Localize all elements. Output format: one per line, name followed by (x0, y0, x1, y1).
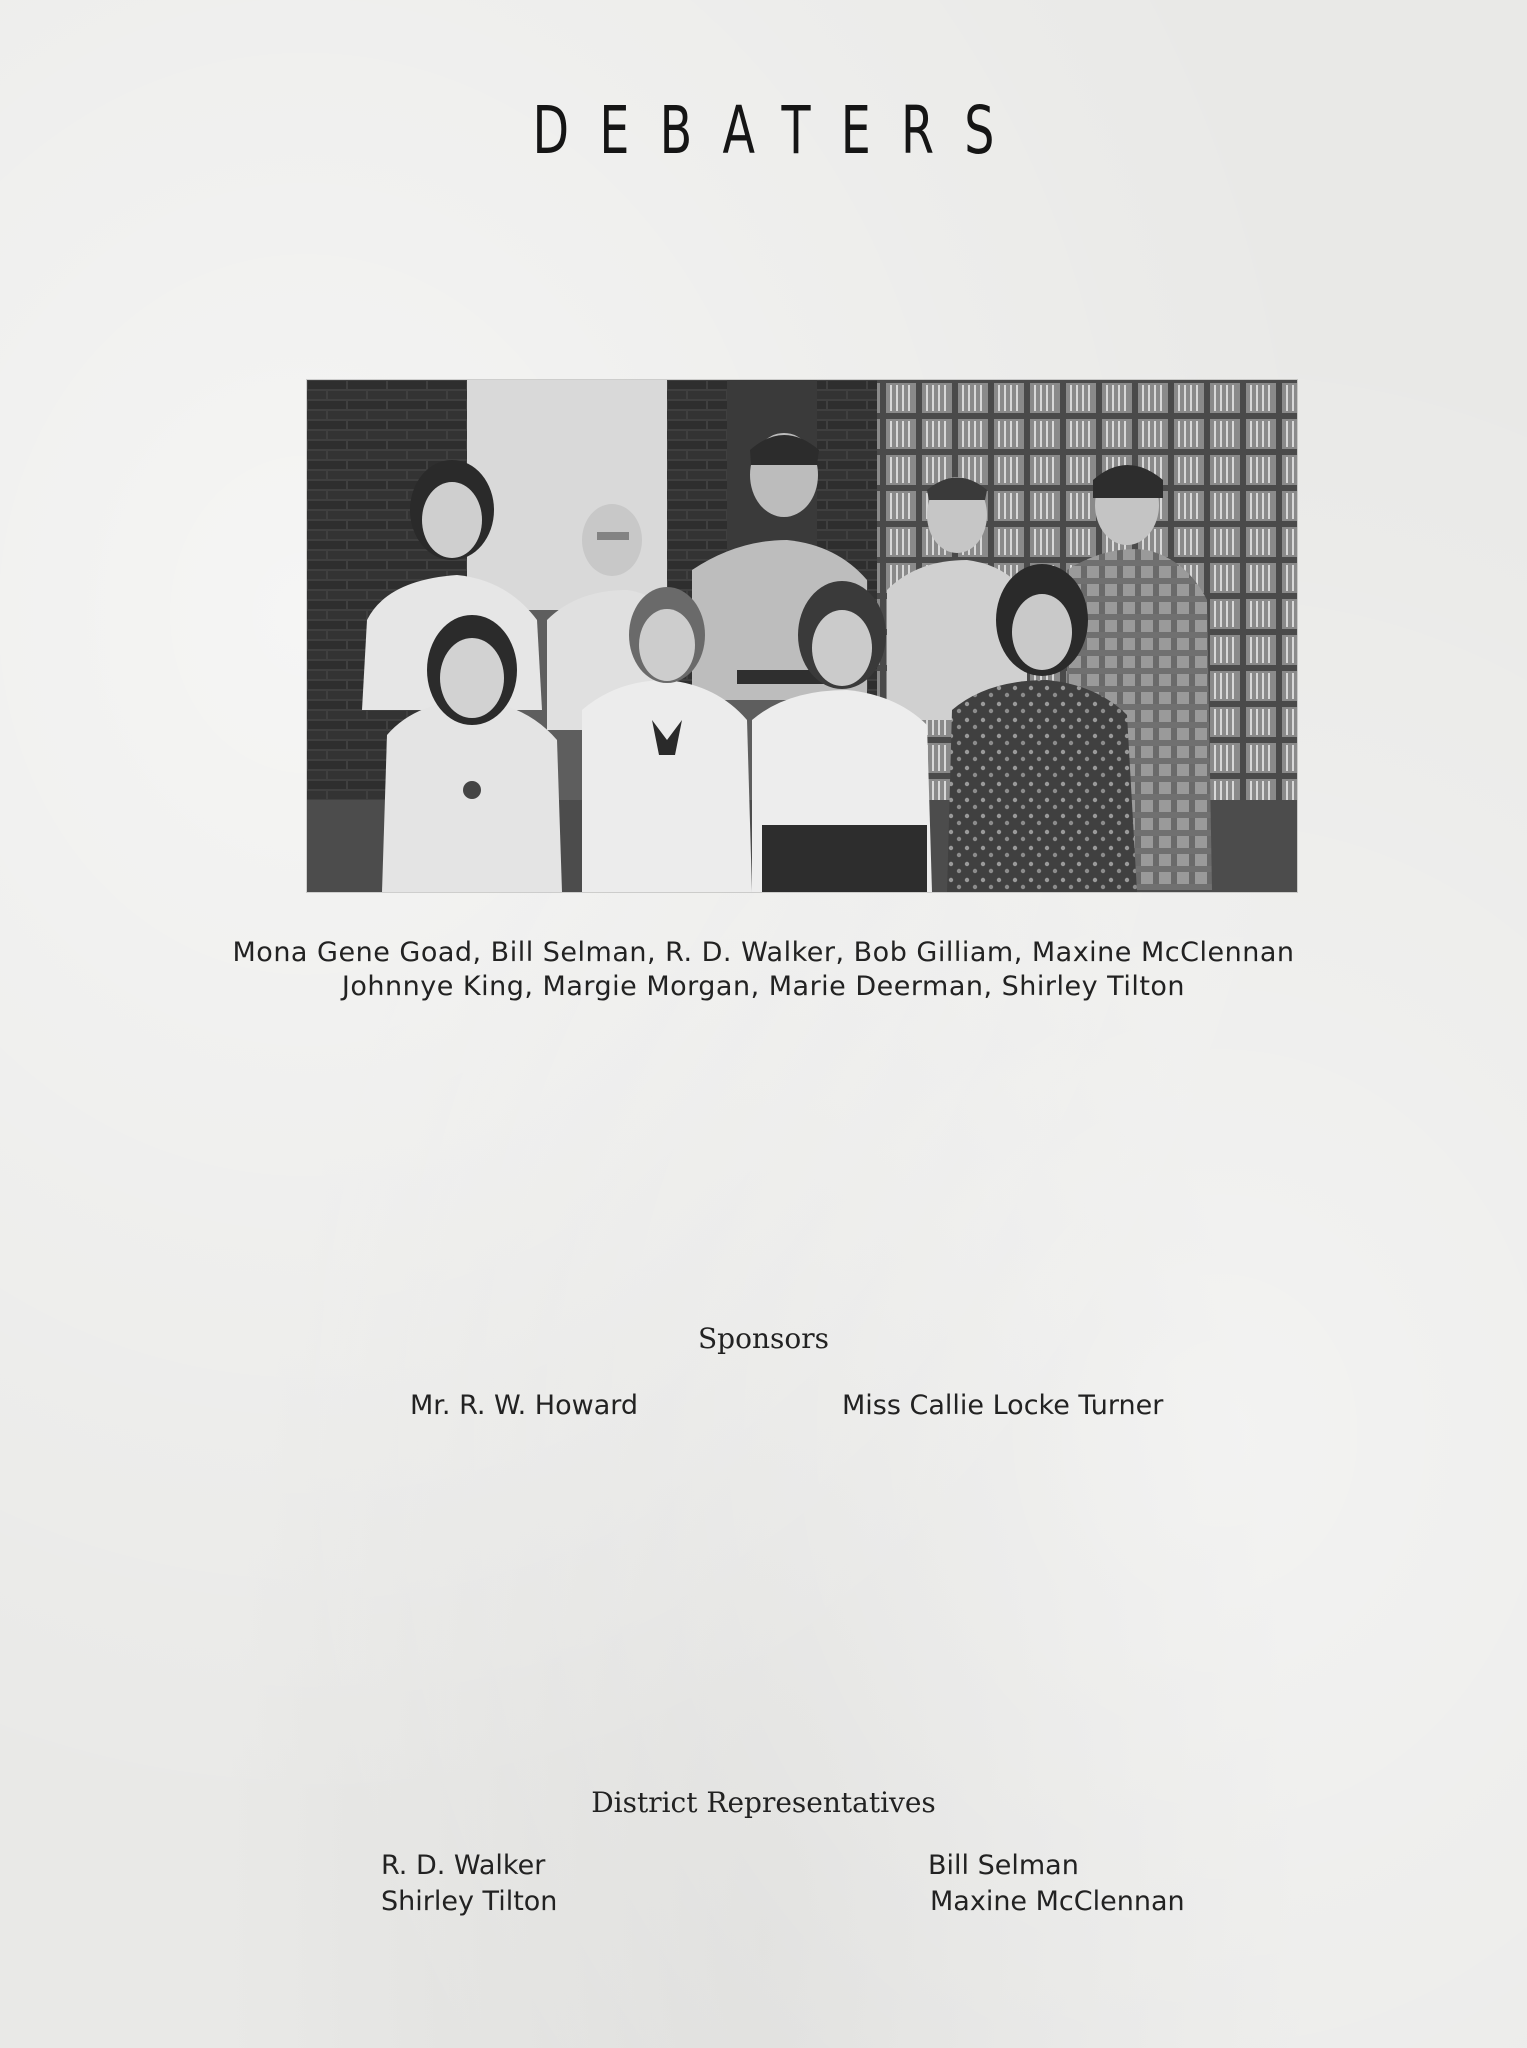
sponsor-name: Mr. R. W. Howard (410, 1390, 639, 1421)
representative-name: Bill Selman (928, 1850, 1079, 1881)
representative-name: Maxine McClennan (930, 1886, 1185, 1917)
group-photo (307, 380, 1297, 892)
district-representatives-heading: District Representatives (591, 1786, 936, 1819)
photo-caption (0, 936, 1527, 1004)
caption-line-front-row: Johnnye King, Margie Morgan, Marie Deerman, Shirley Tilton (341, 971, 1186, 1002)
sponsors-heading: Sponsors (698, 1322, 829, 1355)
page-title: DEBATERS (532, 92, 1025, 169)
caption-line-back-row: Mona Gene Goad, Bill Selman, R. D. Walker, Bob Gilliam, Maxine McClennan (232, 937, 1295, 968)
representative-name: Shirley Tilton (381, 1886, 558, 1917)
sponsor-name: Miss Callie Locke Turner (842, 1390, 1164, 1421)
representative-name: R. D. Walker (381, 1850, 546, 1881)
